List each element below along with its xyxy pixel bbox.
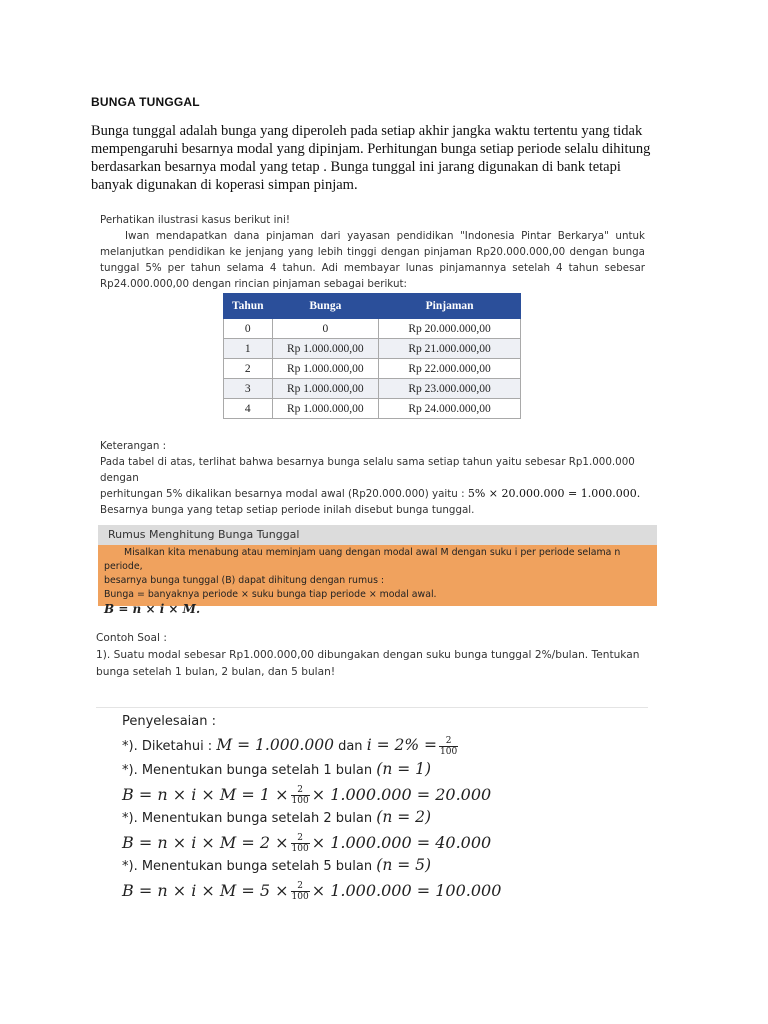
fraction-numerator: 2 [291,785,310,796]
solution-section [122,710,622,902]
step-equation [122,831,622,855]
section-divider [96,707,648,708]
step2-label: *). Menentukan bunga setelah 2 bulan [122,811,373,826]
loan-table [223,293,521,419]
fraction [291,881,310,902]
step1-label: *). Menentukan bunga setelah 1 bulan [122,763,373,778]
fraction-denominator: 100 [440,746,458,757]
solution-heading: Penyelesaian : [122,714,216,729]
rumus-line: Misalkan kita menabung atau meminjam uang dengan modal awal M dengan suku i per periode selama n periode, [104,547,621,572]
contoh-heading: Contoh Soal : [96,632,167,644]
known-m: M = 1.000.000 [216,735,334,754]
rumus-box [98,545,657,616]
fraction-numerator: 2 [291,881,310,892]
fraction-denominator: 100 [291,795,309,806]
table-cell: Rp 1.000.000,00 [272,339,379,359]
case-illustration [100,212,645,292]
solution-known [122,734,622,759]
table-cell: 0 [224,319,273,339]
rumus-line: Bunga = banyaknya periode × suku bunga tiap periode × modal awal. [104,589,437,600]
fraction-denominator: 100 [291,843,309,854]
table-cell: 4 [224,399,273,419]
fraction-numerator: 2 [439,736,458,747]
table-cell: 2 [224,359,273,379]
step-label [122,758,622,783]
keterangan-line [100,486,645,502]
table-row [224,319,521,339]
fraction-numerator: 2 [291,833,310,844]
keterangan-line: Besarnya bunga yang tetap setiap periode inilah disebut bunga tunggal. [100,504,475,516]
table-cell: Rp 21.000.000,00 [379,339,521,359]
step-label [122,806,622,831]
header-bunga: Bunga [272,294,379,319]
table-cell: Rp 1.000.000,00 [272,399,379,419]
table-row [224,399,521,419]
keterangan-line-text: perhitungan 5% dikalikan besarnya modal awal (Rp20.000.000) yaitu : [100,488,465,500]
rumus-formula: B = n × i × M. [104,602,201,616]
case-heading: Perhatikan ilustrasi kasus berikut ini! [100,214,290,226]
keterangan-heading: Keterangan : [100,440,167,452]
intro-paragraph [91,122,651,194]
step3-lhs: B = n × i × M = 5 × [122,880,289,900]
step3-label: *). Menentukan bunga setelah 5 bulan [122,859,373,874]
step1-rhs: × 1.000.000 = 20.000 [311,784,492,804]
table-cell: Rp 1.000.000,00 [272,359,379,379]
step3-rhs: × 1.000.000 = 100.000 [311,880,502,900]
step-equation [122,783,622,807]
table-cell: Rp 24.000.000,00 [379,399,521,419]
keterangan-math: 5% × 20.000.000 = 1.000.000. [467,487,641,500]
table-cell: Rp 22.000.000,00 [379,359,521,379]
table-cell: Rp 1.000.000,00 [272,379,379,399]
fraction [291,785,310,806]
rumus-line: besarnya bunga tunggal (B) dapat dihitung dengan rumus : [104,575,385,586]
table-header-row [224,294,521,319]
header-pinjaman: Pinjaman [379,294,521,319]
known-label: *). Diketahui : [122,738,213,754]
step3-condition: (n = 5) [376,856,432,874]
known-and: dan [338,738,363,754]
fraction [291,833,310,854]
rumus-heading: Rumus Menghitung Bunga Tunggal [98,525,657,545]
header-tahun: Tahun [224,294,273,319]
case-body: Iwan mendapatkan dana pinjaman dari yayasan pendidikan "Indonesia Pintar Berkarya" untuk melanjutkan pendidikan ke jenjang yang lebih tinggi dengan pinjaman Rp20.000.000,00 dengan bunga tunggal 5% per tahun selama 4 tahun. Adi membayar lunas pinjamannya setelah 4 tahun sebesar Rp24.000.000,00 dengan rincian pinjaman sebagai berikut: [100,230,645,290]
table-row [224,339,521,359]
table-cell: Rp 20.000.000,00 [379,319,521,339]
intro-text: Bunga tunggal adalah bunga yang diperoleh pada setiap akhir jangka waktu tertentu yang tidak mempengaruhi besarnya modal yang dipinjam. Perhitungan bunga setiap periode selalu dihitung berdasarkan besarnya modal yang tetap . Bunga tunggal ini jarang digunakan di bank tetapi banyak digunakan di koperasi simpan pinjam. [91,123,651,193]
table-cell: 0 [272,319,379,339]
keterangan-section [100,438,645,518]
table-row [224,359,521,379]
step2-rhs: × 1.000.000 = 40.000 [311,832,492,852]
step1-condition: (n = 1) [376,760,432,778]
step-label [122,854,622,879]
step-equation [122,879,622,903]
contoh-question: 1). Suatu modal sebesar Rp1.000.000,00 dibungakan dengan suku bunga tunggal 2%/bulan. Tentukan bunga setelah 1 bulan, 2 bulan, dan 5 bulan! [96,649,640,678]
fraction [439,736,458,757]
step2-condition: (n = 2) [376,808,432,826]
page-title: BUNGA TUNGGAL [91,95,200,109]
fraction-denominator: 100 [291,891,309,902]
keterangan-line: Pada tabel di atas, terlihat bahwa besarnya bunga selalu sama setiap tahun yaitu sebesar Rp1.000.000 dengan [100,456,635,484]
known-i: i = 2% = [366,735,437,754]
contoh-soal-section [96,630,661,681]
table-cell: 1 [224,339,273,359]
step2-lhs: B = n × i × M = 2 × [122,832,289,852]
table-cell: 3 [224,379,273,399]
table-cell: Rp 23.000.000,00 [379,379,521,399]
table-row [224,379,521,399]
step1-lhs: B = n × i × M = 1 × [122,784,289,804]
